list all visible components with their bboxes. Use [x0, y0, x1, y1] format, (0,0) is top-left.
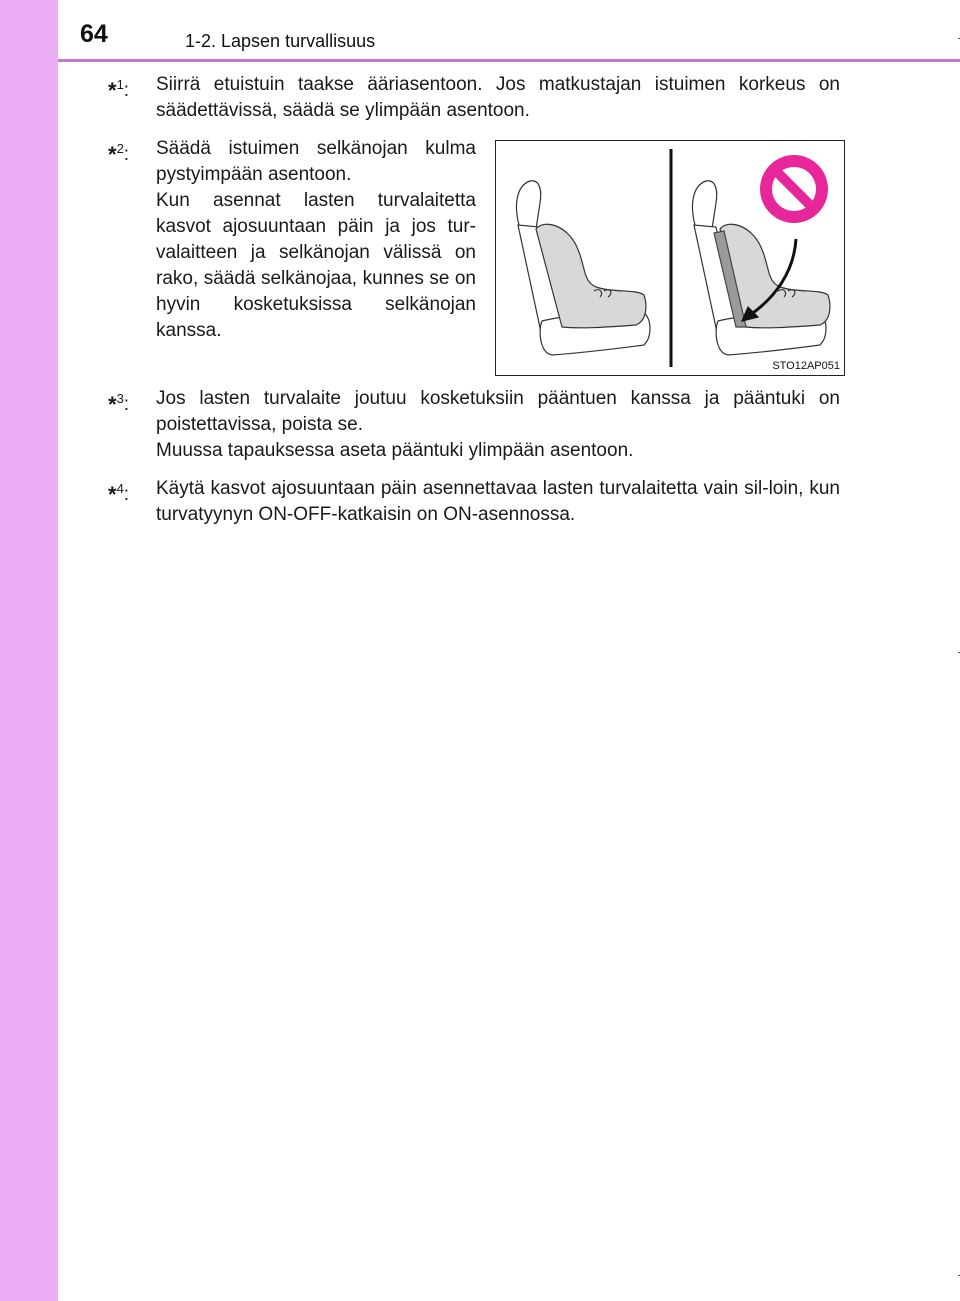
- note-paragraph: Käytä kasvot ajosuuntaan päin asennettavaa lasten turvalaitetta vain sil-loin, kun turvatyynyn ON-OFF-katkaisin on ON-asennossa.: [156, 478, 840, 525]
- header-divider: [58, 59, 960, 62]
- note-paragraph: Kun asennat lasten turvalaitetta kasvot ajosuuntaan päin ja jos tur-valaitteen ja selkänojan välissä on rako, säädä selkänojaa, kunnes se on hyvin kosketuksissa selkänojan kanssa.: [156, 190, 476, 341]
- seat-adjustment-figure: [495, 140, 845, 376]
- note-text: [156, 136, 476, 344]
- section-title: 1-2. Lapsen turvallisuus: [185, 31, 376, 51]
- note-paragraph: Siirrä etuistuin taakse ääriasentoon. Jos matkustajan istuimen korkeus on säädettävissä, säädä se ylimpään asentoon.: [156, 74, 840, 121]
- note-3: [108, 386, 840, 464]
- figure-code: STO12AP051: [772, 360, 840, 372]
- note-text: [156, 72, 840, 124]
- note-marker: *$^4$:: [108, 481, 130, 507]
- seat-illustration: [496, 141, 846, 377]
- note-text: [156, 386, 840, 464]
- page-number: 64: [80, 20, 108, 48]
- prohibition-icon: [760, 155, 828, 223]
- side-color-strip: [0, 0, 58, 1301]
- note-paragraph: Säädä istuimen selkänojan kulma pystyimpään asentoon.: [156, 138, 476, 185]
- note-2: [108, 136, 476, 344]
- note-paragraph: Muussa tapauksessa aseta pääntuki ylimpään asentoon.: [156, 440, 634, 461]
- note-marker: *$^3$:: [108, 391, 130, 417]
- note-marker: *$^2$:: [108, 141, 130, 167]
- note-4: [108, 476, 840, 528]
- note-marker: *$^1$:: [108, 77, 130, 103]
- seat-correct-icon: [517, 181, 651, 355]
- note-text: [156, 476, 840, 528]
- note-1: [108, 72, 840, 124]
- note-paragraph: Jos lasten turvalaite joutuu kosketuksiin pääntuen kanssa ja pääntuki on poistettavissa, poista se.: [156, 388, 840, 435]
